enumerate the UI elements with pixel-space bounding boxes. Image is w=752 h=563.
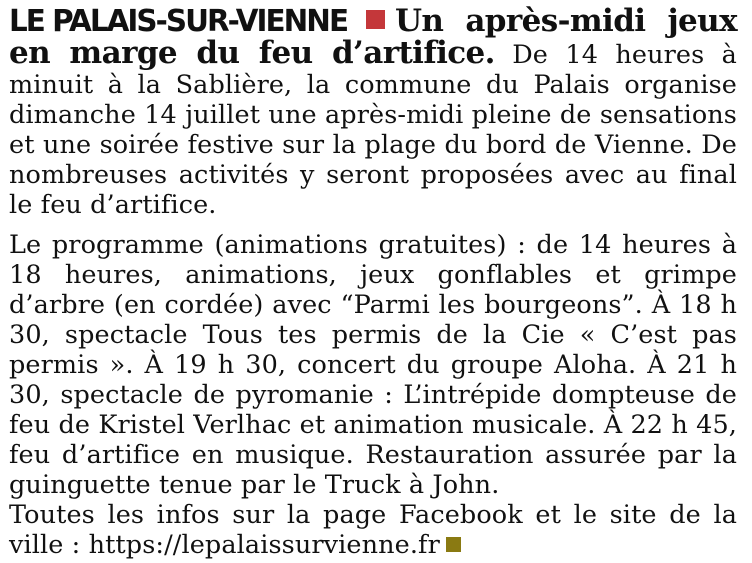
article-kicker: LE PALAIS-SUR-VIENNE — [9, 4, 348, 39]
article-paragraph-infos — [9, 500, 737, 560]
article-headline: Un après-midi jeux en marge du feu d’artifice. — [9, 3, 737, 71]
red-square-separator-icon — [366, 10, 385, 29]
article — [9, 3, 737, 560]
article-paragraph-programme: Le programme (animations gratuites) : de 14 heures à 18 heures, animations, jeux gonflables et grimpe d’arbre (en cordée) avec “Parmi les bourgeons”. À 18 h 30, spectacle Tous tes permis de la Cie « C’est pas permis ». À 19 h 30, concert du groupe Aloha. À 21 h 30, spectacle de pyromanie : L’intrépide dompteuse de feu de Kristel Verlhac et animation musicale. À 22 h 45, feu d’artifice en musique. Restauration assurée par la guinguette tenue par le Truck à John. — [9, 230, 737, 500]
article-lead-paragraph — [9, 3, 737, 220]
article-infos-text: Toutes les infos sur la page Facebook et le site de la ville : https://lepalaissurvienne.fr — [9, 500, 737, 560]
article-lead-text: De 14 heures à minuit à la Sablière, la commune du Palais organise dimanche 14 juillet une après-midi pleine de sensations et une soirée festive sur la plage du bord de Vienne. De nombreuses activités y seront proposées avec au final le feu d’artifice. — [9, 40, 737, 220]
end-square-icon — [446, 537, 461, 552]
